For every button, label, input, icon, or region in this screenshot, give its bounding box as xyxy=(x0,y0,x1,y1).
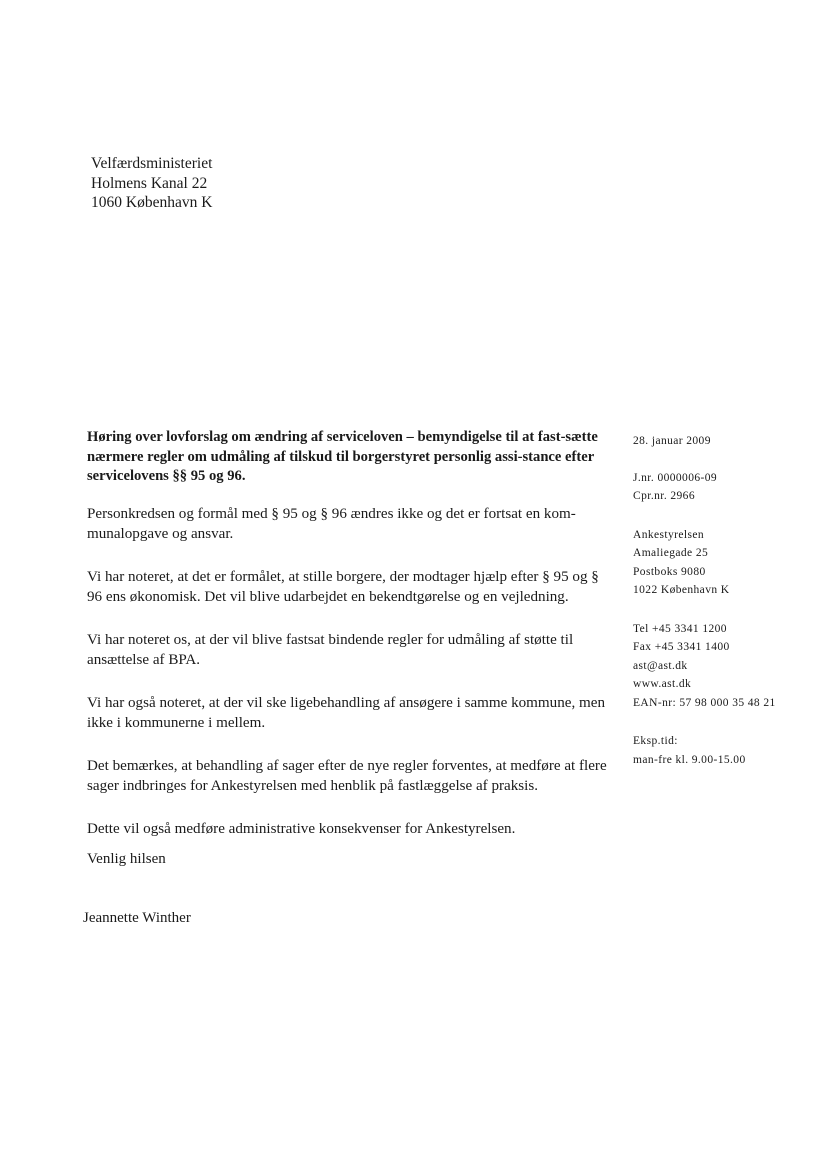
closing-greeting: Venlig hilsen xyxy=(87,851,166,867)
letter-date: 28. januar 2009 xyxy=(633,435,711,447)
sender-postbox: Postboks 9080 xyxy=(633,565,706,578)
signature-name: Jeannette Winther xyxy=(83,910,191,926)
sender-email: ast@ast.dk xyxy=(633,659,688,672)
office-hours: man-fre kl. 9.00-15.00 xyxy=(633,753,746,766)
paragraph-5: Det bemærkes, at behandling af sager efter de nye regler forventes, at medføre at flere sager indbringes for Ankestyrelsen med henblik på fastlæggelse af praksis. xyxy=(87,757,607,794)
sender-website: www.ast.dk xyxy=(633,678,692,690)
recipient-city: 1060 København K xyxy=(91,194,213,211)
sender-info-sidebar xyxy=(633,432,776,769)
paragraph-6: Dette vil også medføre administrative konsekvenser for Ankestyrelsen. xyxy=(87,820,516,837)
sender-fax: Fax +45 3341 1400 xyxy=(633,641,730,653)
sender-city: 1022 København K xyxy=(633,584,730,596)
paragraph-1: Personkredsen og formål med § 95 og § 96 ændres ikke og det er fortsat en kom-munalopgave og ansvar. xyxy=(87,505,576,542)
recipient-street: Holmens Kanal 22 xyxy=(91,174,208,192)
paragraph-2: Vi har noteret, at det er formålet, at stille borgere, der modtager hjælp efter § 95 og § 96 ens økonomisk. Det vil blive udarbejdet en bekendtgørelse og en vejledning. xyxy=(87,568,599,605)
sender-street: Amaliegade 25 xyxy=(633,547,709,559)
letter-body xyxy=(87,428,607,862)
letter-subject: Høring over lovforslag om ændring af serviceloven – bemyndigelse til at fast-sætte nærmere regler om udmåling af tilskud til borgerstyret personlig assi-stance efter servicelovens §§ 95 og 96. xyxy=(87,429,598,484)
journal-number: J.nr. 0000006-09 xyxy=(633,471,718,484)
paragraph-4: Vi har også noteret, at der vil ske ligebehandling af ansøgere i samme kommune, men ikke i kommunerne i mellem. xyxy=(87,694,605,731)
recipient-name: Velfærdsministeriet xyxy=(91,155,213,172)
sender-organization: Ankestyrelsen xyxy=(633,528,704,541)
cpr-number: Cpr.nr. 2966 xyxy=(633,490,695,502)
office-hours-label: Eksp.tid: xyxy=(633,735,678,747)
recipient-address xyxy=(91,154,212,213)
sender-ean: EAN-nr: 57 98 000 35 48 21 xyxy=(633,696,776,709)
paragraph-3: Vi har noteret os, at der vil blive fastsat bindende regler for udmåling af støtte til ansættelse af BPA. xyxy=(87,631,574,668)
sender-phone: Tel +45 3341 1200 xyxy=(633,622,727,635)
